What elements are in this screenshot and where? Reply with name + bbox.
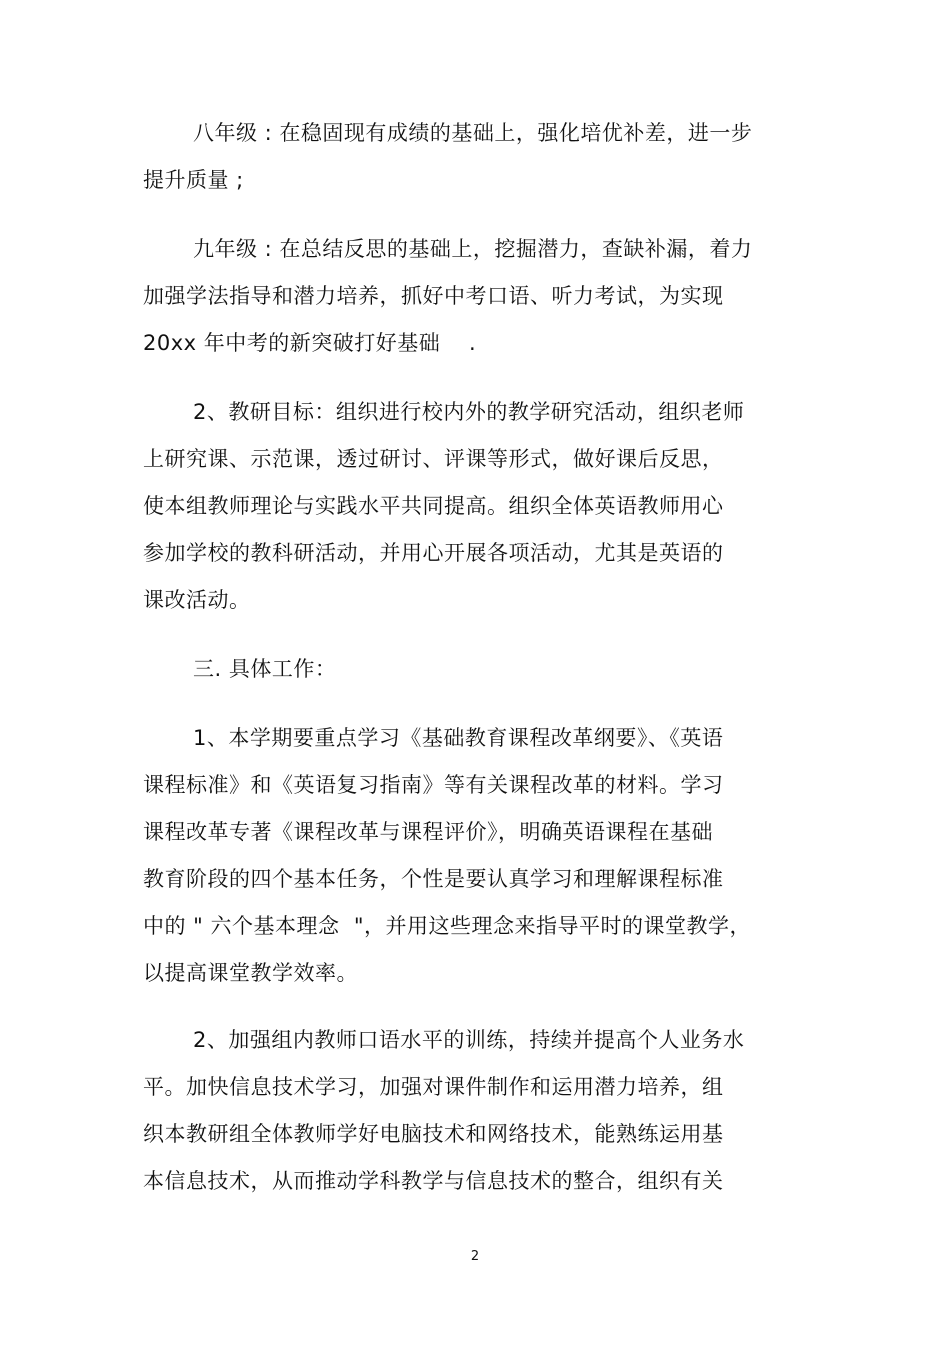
paragraph-2-line-1: 九年级 : 在总结反思的基础上，挖掘潜力，查缺补漏，着力 [193, 237, 753, 261]
paragraph-5-line-3: 课程改革专著《课程改革与课程评价》，明确英语课程在基础 [143, 820, 713, 844]
paragraph-6-line-2: 平。加快信息技术学习，加强对课件制作和运用潜力培养，组 [143, 1075, 724, 1099]
paragraph-5-line-2: 课程标准》和《英语复习指南》等有关课程改革的材料。学习 [143, 773, 724, 797]
paragraph-5-line-4: 教育阶段的四个基本任务，个性是要认真学习和理解课程标准 [143, 867, 724, 891]
paragraph-6-line-3: 织本教研组全体教师学好电脑技术和网络技术，能熟练运用基 [143, 1122, 724, 1146]
paragraph-1-line-2: 提升质量 ; [143, 168, 244, 192]
paragraph-6-line-1: 2、加强组内教师口语水平的训练，持续并提高个人业务水 [193, 1028, 745, 1052]
paragraph-3-line-3: 使本组教师理论与实践水平共同提高。组织全体英语教师用心 [143, 494, 724, 518]
paragraph-5-line-1: 1、本学期要重点学习《基础教育课程改革纲要》、《英语 [193, 726, 724, 750]
paragraph-2-line-2: 加强学法指导和潜力培养，抓好中考口语、听力考试，为实现 [143, 284, 724, 308]
paragraph-3-line-4: 参加学校的教科研活动，并用心开展各项活动，尤其是英语的 [143, 541, 724, 565]
paragraph-5-line-6: 以提高课堂教学效率。 [143, 961, 358, 985]
paragraph-1-line-1: 八年级 : 在稳固现有成绩的基础上，强化培优补差，进一步 [193, 121, 753, 145]
page-number: 2 [470, 1249, 480, 1264]
paragraph-3-line-1: 2、教研目标：组织进行校内外的教学研究活动，组织老师 [193, 400, 745, 424]
paragraph-3-line-5: 课改活动。 [143, 588, 251, 612]
paragraph-5-line-5: 中的 " 六个基本理念 "，并用这些理念来指导平时的课堂教学， [143, 914, 752, 938]
section-heading: 三. 具体工作： [193, 657, 337, 681]
paragraph-6-line-4: 本信息技术，从而推动学科教学与信息技术的整合，组织有关 [143, 1169, 724, 1193]
paragraph-2-line-3: 20xx 年中考的新突破打好基础 . [143, 331, 477, 355]
paragraph-3-line-2: 上研究课、示范课，透过研讨、评课等形式，做好课后反思， [143, 447, 724, 471]
